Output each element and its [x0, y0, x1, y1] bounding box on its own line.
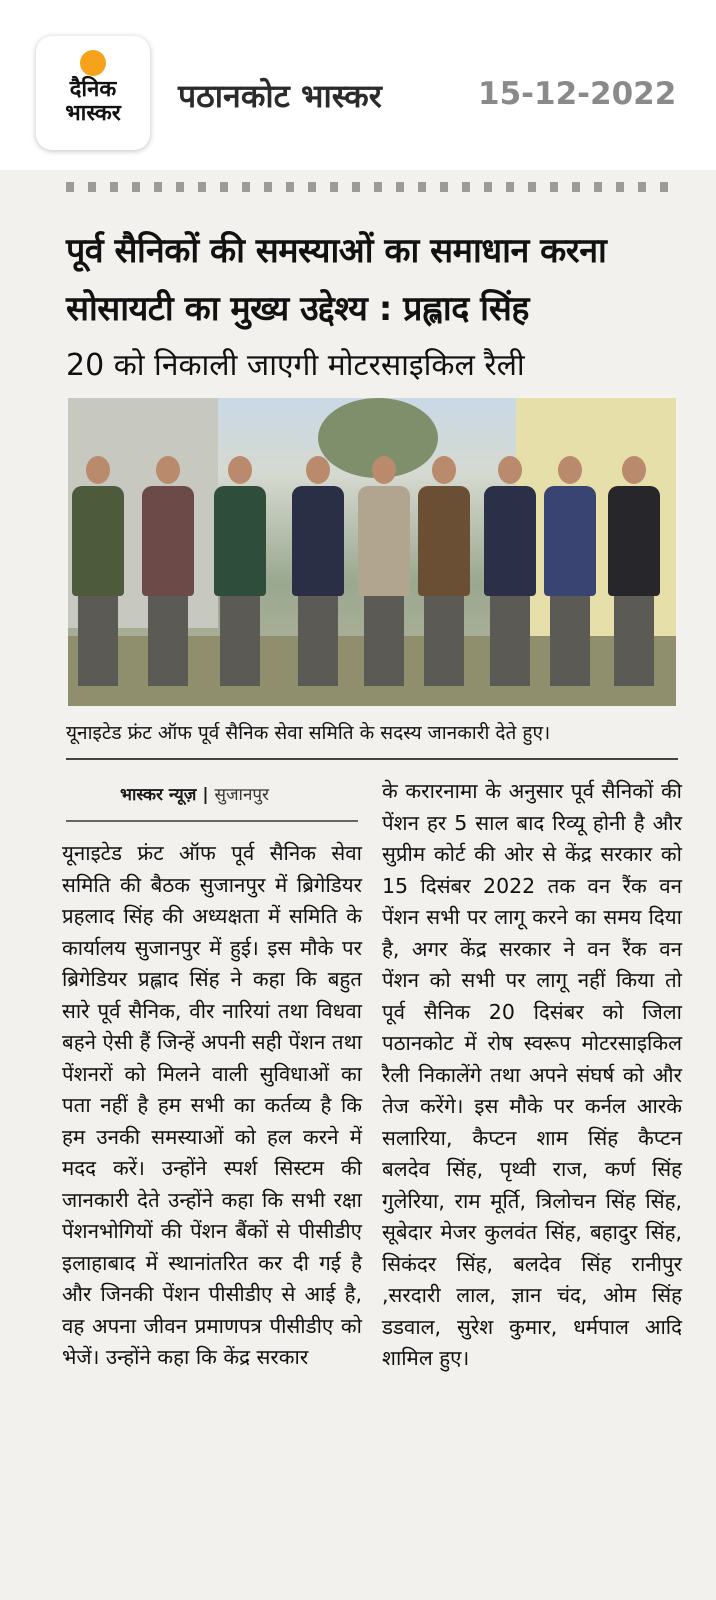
sun-dot-icon: [80, 50, 106, 76]
photo-person: [72, 456, 124, 686]
article-body-right: के करारनामा के अनुसार पूर्व सैनिकों की पेंशन हर 5 साल बाद रिव्यू होनी है और सुप्रीम कोर्ट की ओर से केंद्र सरकार को 15 दिसंबर 2022 तक वन रैंक वन पेंशन सभी पर लागू करने का समय दिया है, अगर केंद्र सरकार ने वन रैंक वन पेंशन को सभी पर लागू नहीं किया तो पूर्व सैनिक 20 दिसंबर को जिला पठानकोट में रोष स्वरूप मोटरसाइकिल रैली निकालेंगे तथा अपने संघर्ष को और तेज करेंगे। इस मौके पर कर्नल आरके सलारिया, कैप्टन शाम सिंह कैप्टन बलदेव सिंह, पृथ्वी राज, कर्ण सिंह गुलेरिया, राम मूर्ति, त्रिलोचन सिंह सिंह, सूबेदार मेजर कुलवंत सिंह, बहादुर सिंह, सिकंदर सिंह, बलदेव सिंह रानीपुर ,सरदारी लाल, ज्ञान चंद, ओम सिंह डडवाल, सुरेश कुमार, धर्मपाल आदि शामिल हुए।: [382, 779, 682, 1370]
photo-person: [544, 456, 596, 686]
photo-person: [358, 456, 410, 686]
byline-place: सुजानपुर: [214, 785, 270, 805]
app-header: [0, 0, 716, 170]
clipping-cut-edge: [66, 182, 676, 192]
photo-person: [418, 456, 470, 686]
group-photo: [68, 398, 676, 706]
photo-person: [214, 456, 266, 686]
photo-person: [142, 456, 194, 686]
dainik-bhaskar-logo[interactable]: [36, 36, 150, 150]
photo-person: [484, 456, 536, 686]
logo-text-line1: दैनिक: [69, 77, 117, 102]
photo-caption: यूनाइटेड फ्रंट ऑफ पूर्व सैनिक सेवा समिति के सदस्य जानकारी देते हुए।: [66, 722, 551, 744]
photo-person: [292, 456, 344, 686]
byline-divider: [66, 820, 358, 822]
article-headline: पूर्व सैनिकों की समस्याओं का समाधान करना सोसायटी का मुख्य उद्देश्य : प्रह्लाद सिंह: [66, 231, 607, 329]
byline-source: भास्कर न्यूज़: [120, 785, 197, 805]
byline-separator: |: [202, 785, 215, 805]
photo-person: [608, 456, 660, 686]
article-body-left: यूनाइटेड फ्रंट ऑफ पूर्व सैनिक सेवा समिति की बैठक सुजानपुर में ब्रिगेडियर प्रहलाद सिंह की अध्यक्षता में समिति के कार्यालय सुजानपुर में हुई। इस मौके पर ब्रिगेडियर प्रह्लाद सिंह ने कहा कि बहुत सारे पूर्व सैनिक, वीर नारियां तथा विधवा बहने ऐसी हैं जिन्हें अपनी सही पेंशन तथा पेंशनरों को मिलने वाली सुविधाओं का पता नहीं है हम सभी का कर्तव्य है कि हम उनकी समस्याओं को हल करने में मदद करें। उन्होंने स्पर्श सिस्टम की जानकारी देते उन्होंने कहा कि सभी रक्षा पेंशनभोगियों की पेंशन बैंकों से पीसीडीए इलाहाबाद में स्थानांतरित कर दी गई है और जिनकी पेंशन पीसीडीए से आई है, वह अपना जीवन प्रमाणपत्र पीसीडीए को भेजें। उन्होंने कहा कि केंद्र सरकार: [62, 841, 362, 1369]
edition-date: 15-12-2022: [478, 76, 677, 112]
caption-divider: [66, 758, 678, 760]
logo-text-line2: भास्कर: [65, 101, 121, 126]
article-subheadline: 20 को निकाली जाएगी मोटरसाइकिल रैली: [66, 348, 525, 383]
edition-title: पठानकोट भास्कर: [178, 77, 382, 115]
byline: [120, 782, 269, 805]
